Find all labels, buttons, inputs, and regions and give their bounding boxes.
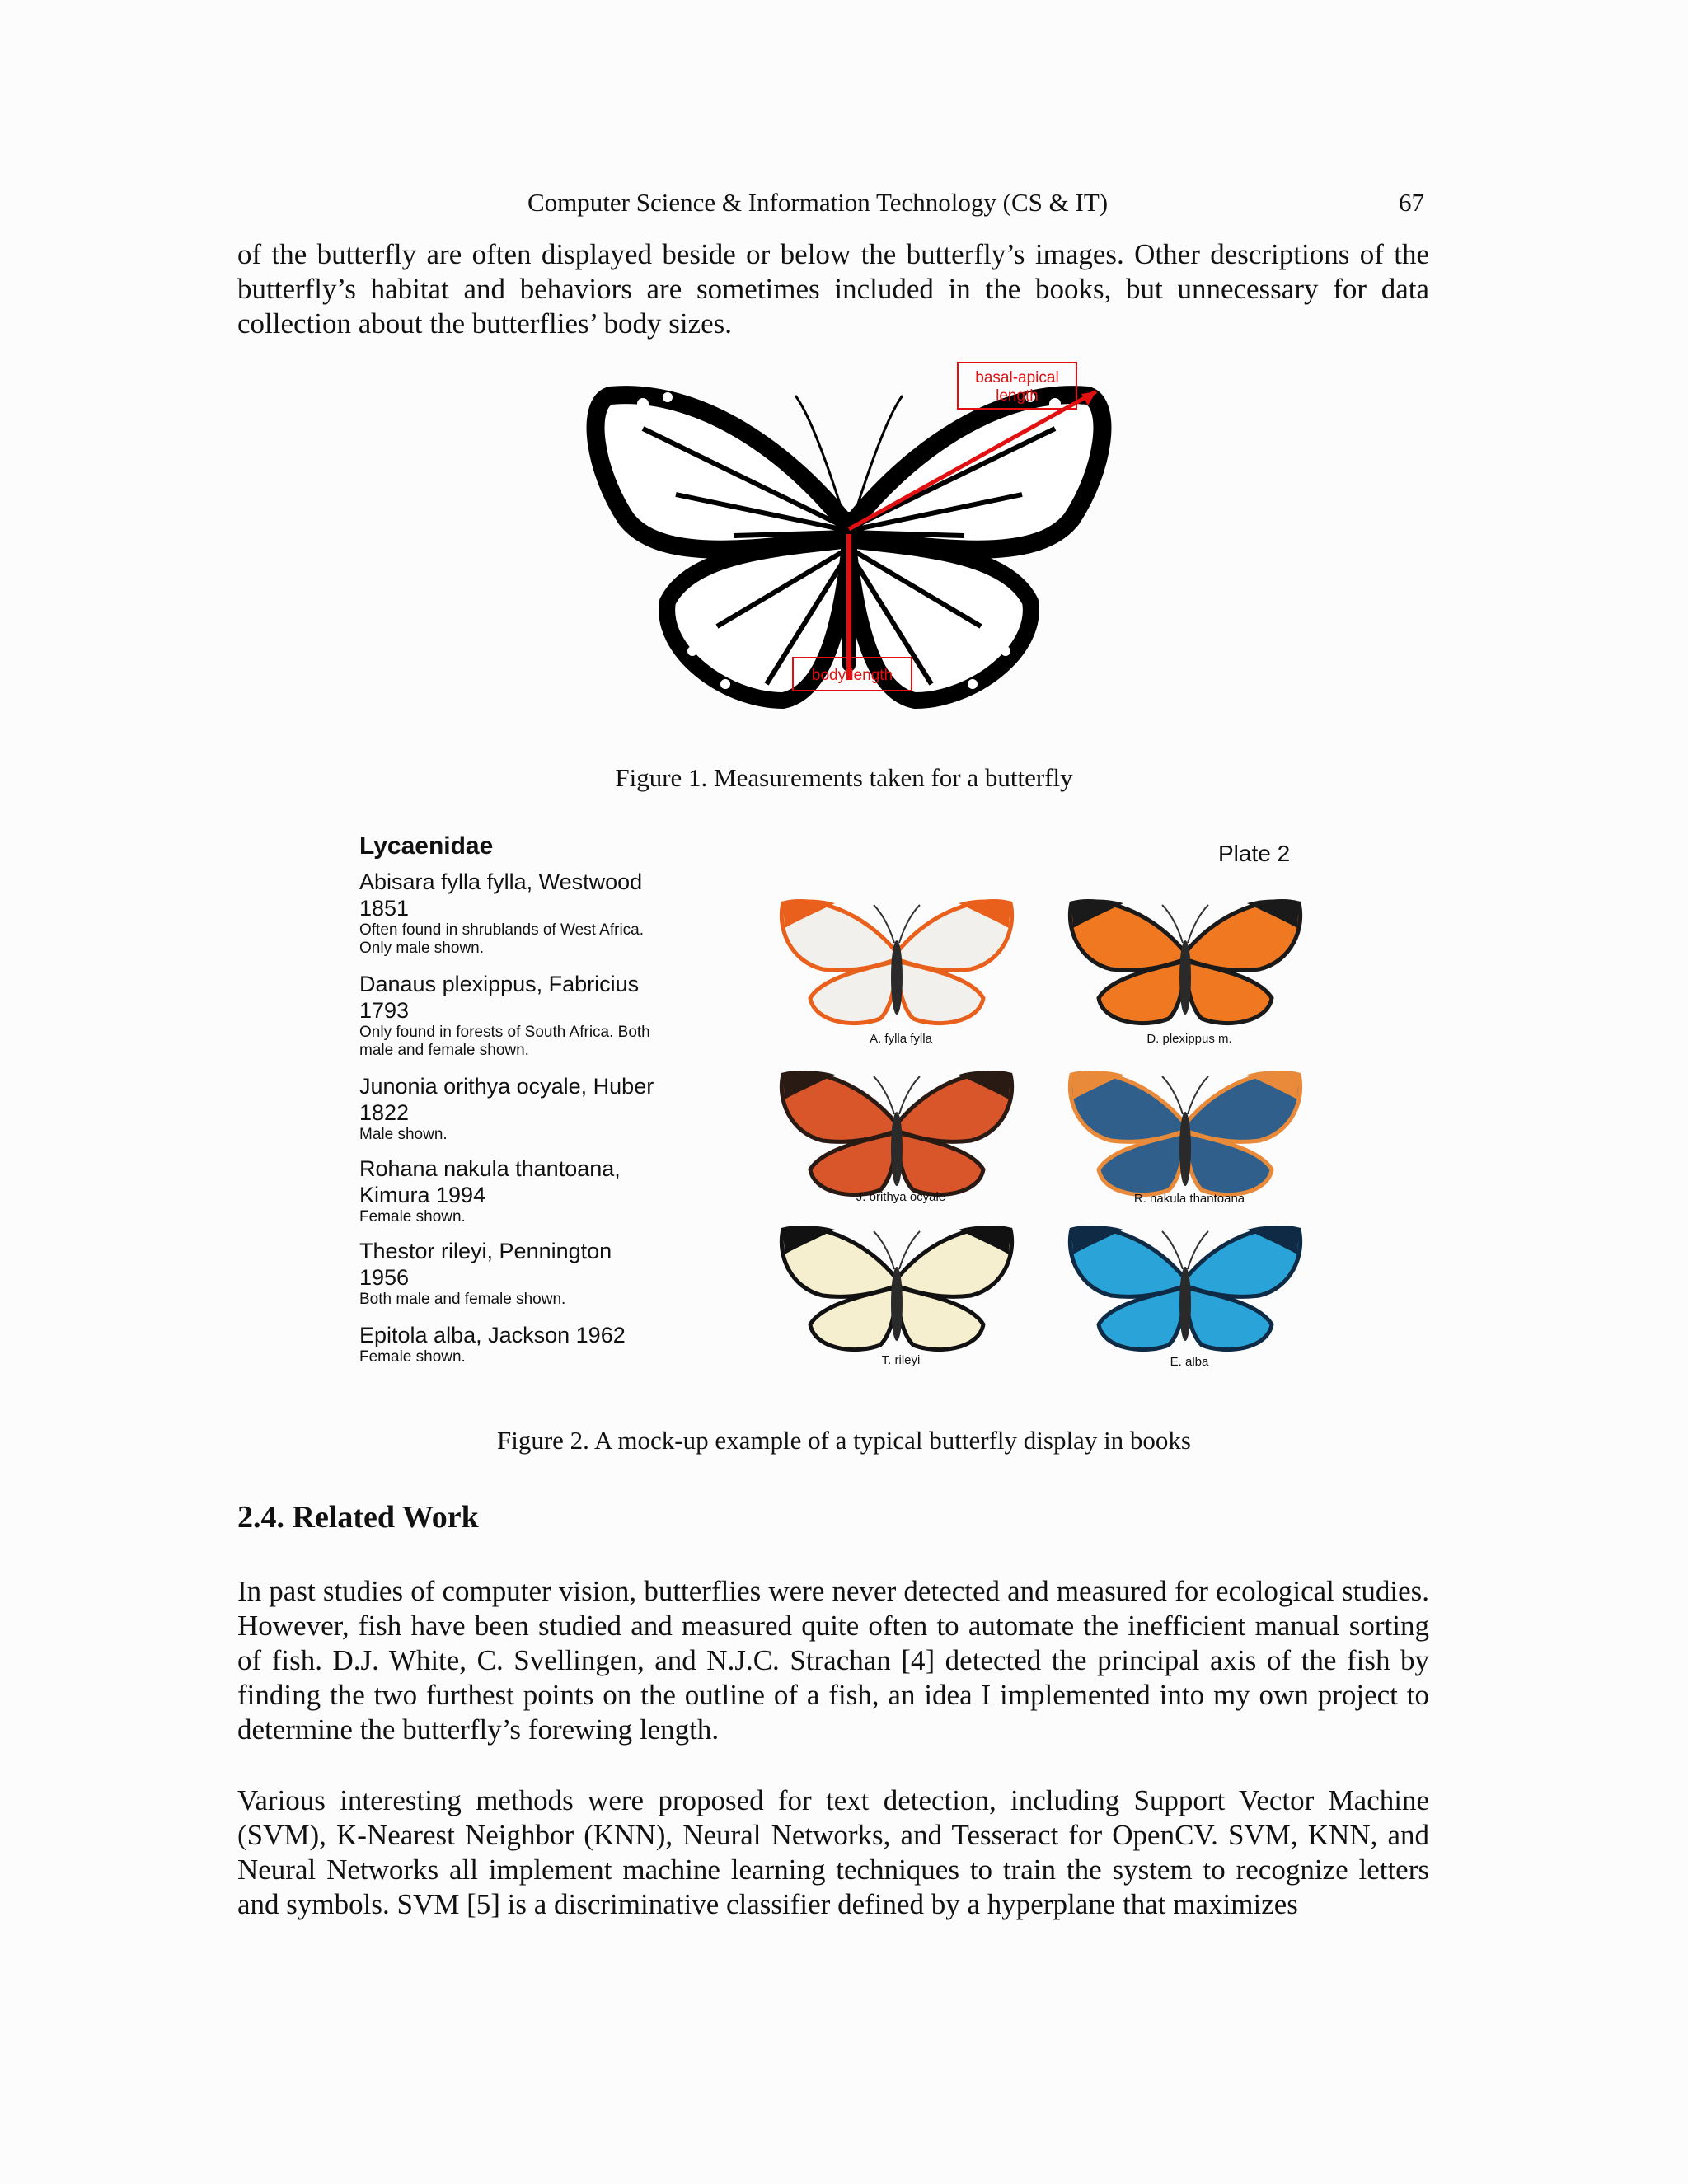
species-year: 1793 (359, 998, 410, 1023)
species-note: Often found in shrublands of West Africa. (359, 921, 645, 939)
figure2-plate (345, 826, 1325, 1378)
species-note: Female shown. (359, 1208, 466, 1226)
species-year: 1822 (359, 1100, 410, 1125)
butterfly-image (1062, 887, 1309, 1031)
butterfly-image (773, 887, 1020, 1031)
species-name: Junonia orithya ocyale, Huber (359, 1074, 654, 1099)
plate-label: Plate 2 (1218, 841, 1291, 866)
butterfly-image (1062, 1058, 1309, 1202)
species-note: Male shown. (359, 1126, 448, 1143)
basal-apical-label-1: basal-apical (975, 369, 1059, 387)
body-length-label: body length (811, 667, 893, 684)
butterfly-icon (1062, 1058, 1309, 1202)
intro-paragraph: of the butterfly are often displayed beside or below the butterfly’s images. Other descriptions of the butterfly’s habitat and behaviors are sometimes included in the books, but unnecessary for data collection about the butterflies’ body sizes. (237, 238, 1429, 340)
species-entry (359, 1073, 722, 1144)
section-heading: 2.4. Related Work (237, 1500, 479, 1535)
species-note: Only found in forests of South Africa. Both (359, 1024, 650, 1041)
body-paragraph: In past studies of computer vision, butterflies were never detected and measured for ecological studies. However, fish have been studied and measured quite often to automate the inefficient manual sorting of fish. D.J. White, C. Svellingen, and N.J.C. Strachan [4] detected the principal axis of the fish by finding the two furthest points on the outline of a fish, an idea I implemented into my own project to determine the butterfly’s forewing length. (237, 1575, 1429, 1746)
species-entry (359, 1322, 722, 1366)
species-name: Abisara fylla fylla, Westwood (359, 869, 643, 894)
butterfly-outline-icon (577, 354, 1121, 717)
journal-title: Computer Science & Information Technology (CS & IT) (528, 188, 1109, 217)
butterfly-icon (1062, 1213, 1309, 1357)
basal-apical-label-2: length (996, 387, 1039, 405)
species-name: Thestor rileyi, Pennington (359, 1239, 612, 1263)
species-note: Female shown. (359, 1348, 466, 1366)
butterfly-icon (773, 887, 1020, 1031)
figure1-caption: Figure 1. Measurements taken for a butterfly (615, 763, 1073, 792)
species-year: 1851 (359, 896, 410, 921)
butterfly-label: A. fylla fylla (870, 1032, 932, 1046)
butterfly-label: E. alba (1170, 1355, 1209, 1369)
species-year: Kimura 1994 (359, 1183, 486, 1207)
butterfly-image (1062, 1213, 1309, 1357)
running-header (0, 185, 1688, 221)
species-year: 1956 (359, 1265, 410, 1290)
butterfly-label: J. orithya ocyale (856, 1190, 946, 1204)
species-note: Both male and female shown. (359, 1291, 566, 1308)
body-paragraph: Various interesting methods were proposed for text detection, including Support Vector Machine (SVM), K-Nearest Neighbor (KNN), Neural Networks, and Tesseract for OpenCV. SVM, KNN, and Neural Networks all implement machine learning techniques to train the system to recognize letters and symbols. SVM [5] is a discriminative classifier defined by a hyperplane that maximizes (237, 1784, 1429, 1920)
page-number: 67 (1399, 188, 1424, 217)
butterfly-image (773, 1058, 1020, 1202)
species-entry (359, 971, 722, 1060)
butterfly-label: R. nakula thantoana (1133, 1192, 1245, 1206)
species-name: Epitola alba, Jackson 1962 (359, 1323, 626, 1347)
species-entry (359, 1238, 722, 1309)
species-name: Rohana nakula thantoana, (359, 1156, 621, 1181)
species-entry (359, 1155, 722, 1226)
species-name: Danaus plexippus, Fabricius (359, 972, 640, 996)
butterfly-label: D. plexippus m. (1146, 1032, 1232, 1046)
butterfly-icon (773, 1058, 1020, 1202)
figure2-caption: Figure 2. A mock-up example of a typical butterfly display in books (496, 1426, 1191, 1455)
species-note: male and female shown. (359, 1042, 529, 1059)
species-entry (359, 869, 722, 958)
butterfly-icon (773, 1213, 1020, 1357)
butterfly-image (773, 1213, 1020, 1357)
butterfly-icon (1062, 887, 1309, 1031)
family-label: Lycaenidae (359, 832, 494, 860)
figure1-butterfly-diagram (577, 354, 1121, 717)
butterfly-label: T. rileyi (881, 1353, 921, 1367)
species-note: Only male shown. (359, 940, 485, 957)
